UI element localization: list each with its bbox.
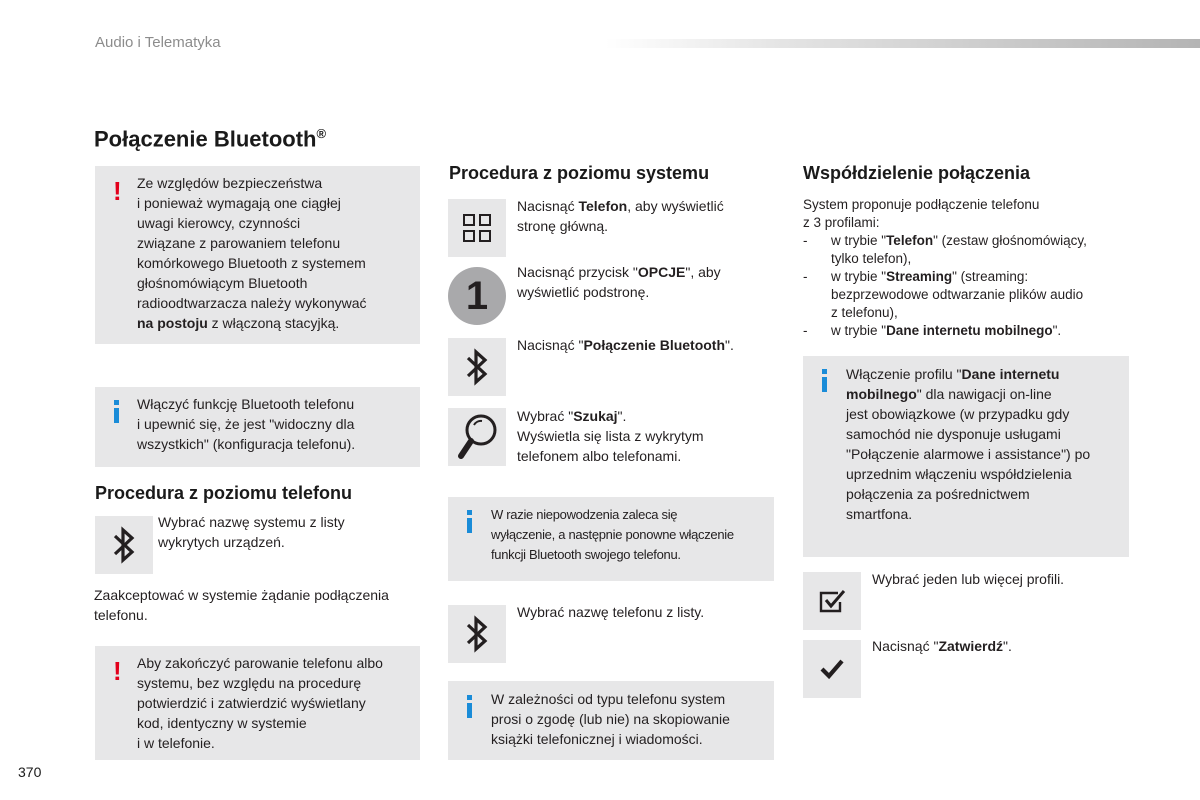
page-title: Połączenie Bluetooth® [94,126,327,152]
step-one-badge: 1 [448,267,506,325]
phone-step-bluetooth-icon-box [95,516,153,574]
failure-info-text: W razie niepowodzenia zaleca się wyłączenie, a następnie ponowne włączenie funkcji Bluetooth swojego telefonu. [491,507,734,562]
phonebook-info-box [448,681,774,760]
bluetooth-visibility-info-box [95,387,420,467]
step-bluetooth-connection-text: Nacisnąć "Połączenie Bluetooth". [517,337,734,353]
failure-info-box [448,497,774,581]
phone-step-text: Wybrać nazwę systemu z listy wykrytych urządzeń. [158,514,345,550]
pairing-warning-box [95,646,420,760]
mobile-data-info-box [803,356,1129,557]
section-label: Audio i Telematyka [95,34,221,51]
confirm-icon-box [803,640,861,698]
phone-procedure-heading: Procedura z poziomu telefonu [95,483,353,503]
profiles-intro: System proponuje podłączenie telefonu z 3 profilami: - w trybie "Telefon" (zestaw głośnomówiący, tylko telefon), - w trybie "Streaming" (streaming: bezprzewodowe odtwarzanie plików audio z telefonu), - w trybie "Dane internetu mobilnego". [803,196,1143,340]
checkbox-icon [818,588,846,614]
select-profiles-icon-box [803,572,861,630]
warning-icon: ! [113,176,122,206]
sharing-heading: Współdzielenie połączenia [803,163,1031,183]
profile-item-streaming: - w trybie "Streaming" (streaming: bezprzewodowe odtwarzanie plików audio z telefonu), [803,269,1084,320]
phonebook-info-text: W zależności od typu telefonu system prosi o zgodę (lub nie) na skopiowanie książki telefonicznej i wiadomości. [491,691,730,747]
select-phone-bluetooth-icon-box [448,605,506,663]
system-procedure-heading: Procedura z poziomu systemu [449,163,710,183]
grid-icon [462,213,492,243]
header-gradient-bar [605,39,1200,48]
step-search-text: Wybrać "Szukaj". Wyświetla się lista z wykrytym telefonem albo telefonami. [517,408,704,464]
profile-item-mobile-data: - w trybie "Dane internetu mobilnego". [803,323,1062,338]
safety-warning-box [95,166,420,344]
step-telefon-text: Nacisnąć Telefon, aby wyświetlić stronę główną. [517,198,724,234]
pairing-warning-text: Aby zakończyć parowanie telefonu albo systemu, bez względu na procedurę potwierdzić i zatwierdzić wyświetlany kod, identyczny w systemie i w telefonie. [137,655,383,751]
mobile-data-info-text: Włączenie profilu "Dane internetu mobilnego" dla nawigacji on-line jest obowiązkowe (w przypadku gdy samochód nie dysponuje usługami "Połączenie alarmowe i assistance") po uprzednim włączeniu współdzielenia połączenia za pośrednictwem smartfona. [846,366,1091,522]
registered-mark: ® [316,126,327,141]
warning-icon: ! [113,656,122,686]
select-phone-text: Wybrać nazwę telefonu z listy. [517,604,705,620]
safety-warning-text: Ze względów bezpieczeństwa i ponieważ wymagają one ciągłej uwagi kierowcy, czynności związane z parowaniem telefonu komórkowego Bluetooth z systemem głośnomówiącym Bluetooth radioodtwarzacza należy wykonywać na postoju z włączoną stacyjką. [137,175,367,331]
bluetooth-icon [462,614,492,654]
bluetooth-icon [462,347,492,387]
checkmark-icon [819,658,845,680]
page-number: 370 [18,764,42,780]
telefon-grid-icon-box [448,199,506,257]
search-icon-box [448,408,506,466]
bluetooth-visibility-info-text: Włączyć funkcję Bluetooth telefonu i upewnić się, że jest "widoczny dla wszystkich" (konfiguracja telefonu). [137,396,356,452]
search-icon [455,411,499,463]
confirm-text: Nacisnąć "Zatwierdź". [872,638,1012,654]
step-opcje-text: Nacisnąć przycisk "OPCJE", aby wyświetlić podstronę. [517,264,721,300]
accept-request-text: Zaakceptować w systemie żądanie podłączenia telefonu. [94,587,389,623]
select-profiles-text: Wybrać jeden lub więcej profili. [872,571,1065,587]
bluetooth-icon [109,525,139,565]
profile-item-telefon: - w trybie "Telefon" (zestaw głośnomówiący, tylko telefon), [803,233,1087,266]
bluetooth-connection-icon-box [448,338,506,396]
